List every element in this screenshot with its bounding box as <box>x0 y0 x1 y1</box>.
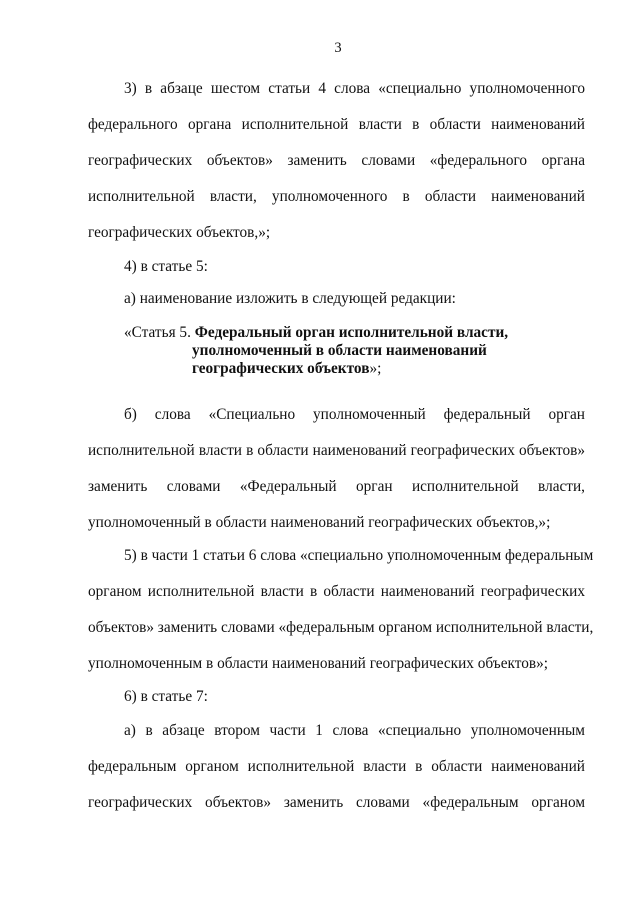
text-line: географических объектов» заменить словами «федерального органа <box>88 152 585 169</box>
article-heading-line <box>124 324 508 342</box>
text-line: 3) в абзаце шестом статьи 4 слова «специально уполномоченного <box>124 80 585 97</box>
article-heading-line <box>192 360 381 378</box>
article-heading-prefix: «Статья 5. <box>124 324 191 341</box>
text-line: объектов» заменить словами «федеральным органом исполнительной власти, <box>88 619 594 636</box>
text-line: 5) в части 1 статьи 6 слова «специально уполномоченным федеральным <box>124 547 594 564</box>
text-line: географических объектов,»; <box>88 224 271 241</box>
text-line: органом исполнительной власти в области наименований географических <box>88 583 585 600</box>
text-line: федерального органа исполнительной власти в области наименований <box>88 116 585 133</box>
text-line: а) в абзаце втором части 1 слова «специально уполномоченным <box>124 722 585 739</box>
page-number: 3 <box>334 40 342 56</box>
article-heading-suffix: »; <box>369 360 382 377</box>
text-line: а) наименование изложить в следующей редакции: <box>124 290 456 307</box>
text-line: федеральным органом исполнительной власти в области наименований <box>88 758 585 775</box>
text-line: 6) в статье 7: <box>124 688 208 705</box>
text-line: исполнительной власти в области наименований географических объектов» <box>88 442 585 459</box>
text-line: уполномоченный в области наименований географических объектов,»; <box>88 514 551 531</box>
text-line: уполномоченным в области наименований географических объектов»; <box>88 655 548 672</box>
article-heading-bold: географических объектов <box>192 360 370 377</box>
text-line: заменить словами «Федеральный орган исполнительной власти, <box>88 478 585 495</box>
article-heading-line: уполномоченный в области наименований <box>192 342 487 359</box>
text-line: 4) в статье 5: <box>124 258 208 275</box>
text-line: географических объектов» заменить словами «федеральным органом <box>88 794 585 811</box>
article-heading-bold: Федеральный орган исполнительной власти, <box>194 324 509 341</box>
text-line: исполнительной власти, уполномоченного в области наименований <box>88 188 585 205</box>
text-line: б) слова «Специально уполномоченный федеральный орган <box>124 406 585 423</box>
